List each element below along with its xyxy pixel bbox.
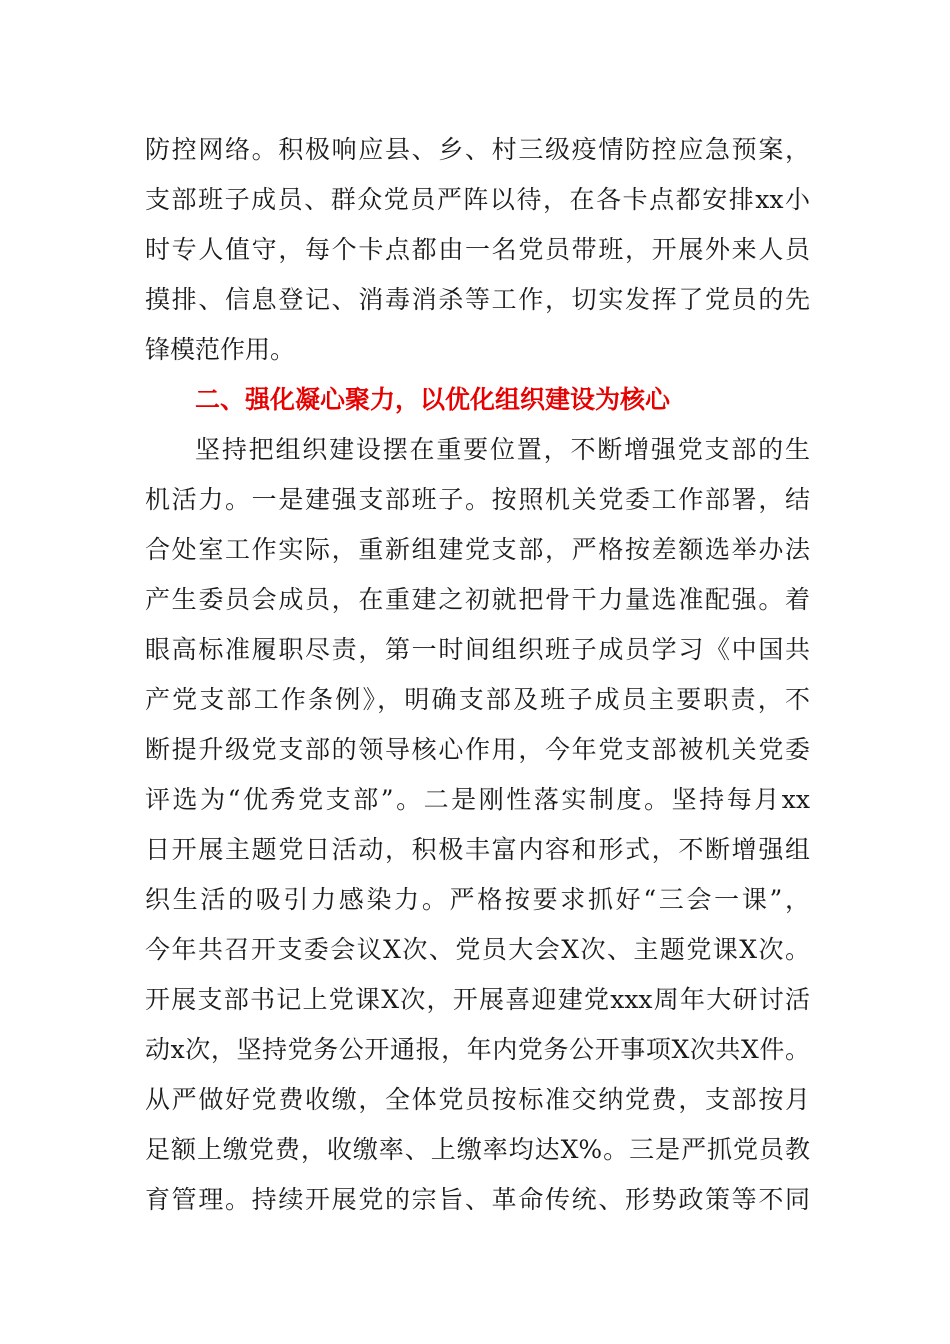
paragraph-line: 时专人值守，每个卡点都由一名党员带班，开展外来人员 xyxy=(145,235,810,264)
paragraph-line: 摸排、信息登记、消毒消杀等工作，切实发挥了党员的先 xyxy=(145,285,810,314)
paragraph-line: 开展支部书记上党课X次，开展喜迎建党xxx周年大研讨活 xyxy=(145,985,810,1014)
section-heading: 二、强化凝心聚力，以优化组织建设为核心 xyxy=(195,385,671,414)
paragraph-line: 眼高标准履职尽责，第一时间组织班子成员学习《中国共 xyxy=(145,635,810,664)
paragraph-line: 育管理。持续开展党的宗旨、革命传统、形势政策等不同 xyxy=(145,1185,810,1214)
paragraph-line: 产党支部工作条例》，明确支部及班子成员主要职责，不 xyxy=(145,685,810,714)
paragraph-line: 日开展主题党日活动，积极丰富内容和形式，不断增强组 xyxy=(145,835,810,864)
paragraph-line: 防控网络。积极响应县、乡、村三级疫情防控应急预案， xyxy=(145,135,810,164)
paragraph-line: 评选为“优秀党支部”。二是刚性落实制度。坚持每月xx xyxy=(145,785,810,814)
paragraph-line: 断提升级党支部的领导核心作用，今年党支部被机关党委 xyxy=(145,735,810,764)
paragraph-line: 合处室工作实际，重新组建党支部，严格按差额选举办法 xyxy=(145,535,810,564)
paragraph-line: 足额上缴党费，收缴率、上缴率均达X%。三是严抓党员教 xyxy=(145,1135,810,1164)
paragraph-line: 产生委员会成员，在重建之初就把骨干力量选准配强。着 xyxy=(145,585,810,614)
paragraph-line: 支部班子成员、群众党员严阵以待，在各卡点都安排xx小 xyxy=(145,185,810,214)
paragraph-line: 今年共召开支委会议X次、党员大会X次、主题党课X次。 xyxy=(145,935,810,964)
paragraph-line: 锋模范作用。 xyxy=(145,335,296,364)
paragraph-line: 机活力。一是建强支部班子。按照机关党委工作部署，结 xyxy=(145,485,810,514)
paragraph-line: 从严做好党费收缴，全体党员按标准交纳党费，支部按月 xyxy=(145,1085,810,1114)
paragraph-line: 织生活的吸引力感染力。严格按要求抓好“三会一课”， xyxy=(145,885,810,914)
paragraph-line: 动x次，坚持党务公开通报，年内党务公开事项X次共X件。 xyxy=(145,1035,810,1064)
paragraph-line: 坚持把组织建设摆在重要位置，不断增强党支部的生 xyxy=(195,435,810,464)
